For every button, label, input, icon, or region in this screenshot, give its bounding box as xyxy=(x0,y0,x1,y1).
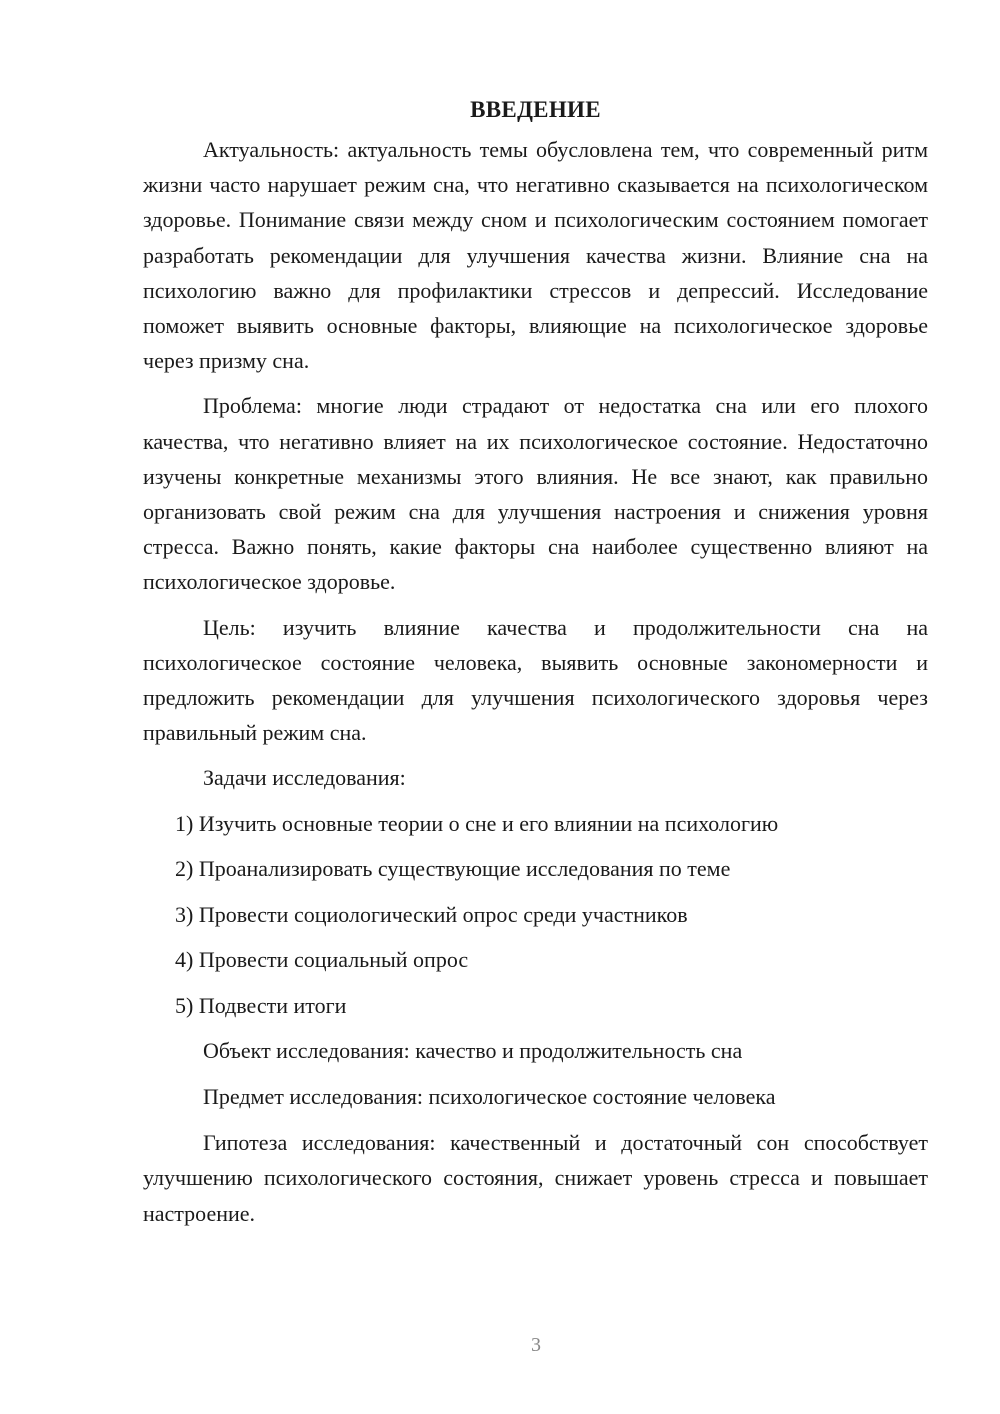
list-item: 3) Провести социологический опрос среди участников xyxy=(175,901,688,927)
tasks-list xyxy=(143,806,928,1023)
list-item: 2) Проанализировать существующие исследования по теме xyxy=(175,856,731,882)
tasks-heading: Задачи исследования: xyxy=(203,765,406,791)
research-object: Объект исследования: качество и продолжительность сна xyxy=(203,1038,743,1064)
list-item: 5) Подвести итоги xyxy=(175,992,347,1018)
page-number: 3 xyxy=(531,1334,541,1356)
page-content xyxy=(143,92,928,1231)
hypothesis-paragraph: Гипотеза исследования: качественный и достаточный сон способствует улучшению психологического состояния, снижает уровень стресса и повышает настроение. xyxy=(143,1130,928,1226)
list-item: 4) Провести социальный опрос xyxy=(175,947,469,973)
goal-paragraph: Цель: изучить влияние качества и продолжительности сна на психологическое состояние человека, выявить основные закономерности и предложить рекомендации для улучшения психологического здоровья через правильный режим сна. xyxy=(143,614,928,746)
list-item: 1) Изучить основные теории о сне и его влиянии на психологию xyxy=(175,810,779,836)
relevance-paragraph: Актуальность: актуальность темы обусловлена тем, что современный ритм жизни часто нарушает режим сна, что негативно сказывается на психологическом здоровье. Понимание связи между сном и психологическим состоянием помогает разработать рекомендации для улучшения качества жизни. Влияние сна на психологию важно для профилактики стрессов и депрессий. Исследование поможет выявить основные факторы, влияющие на психологическое здоровье через призму сна. xyxy=(143,137,928,374)
page-title: ВВЕДЕНИЕ xyxy=(470,97,601,122)
research-subject: Предмет исследования: психологическое состояние человека xyxy=(203,1083,776,1109)
problem-paragraph: Проблема: многие люди страдают от недостатка сна или его плохого качества, что негативно влияет на их психологическое состояние. Недостаточно изучены конкретные механизмы этого влияния. Не все знают, как правильно организовать свой режим сна для улучшения настроения и снижения уровня стресса. Важно понять, какие факторы сна наиболее существенно влияют на психологическое здоровье. xyxy=(143,393,928,595)
